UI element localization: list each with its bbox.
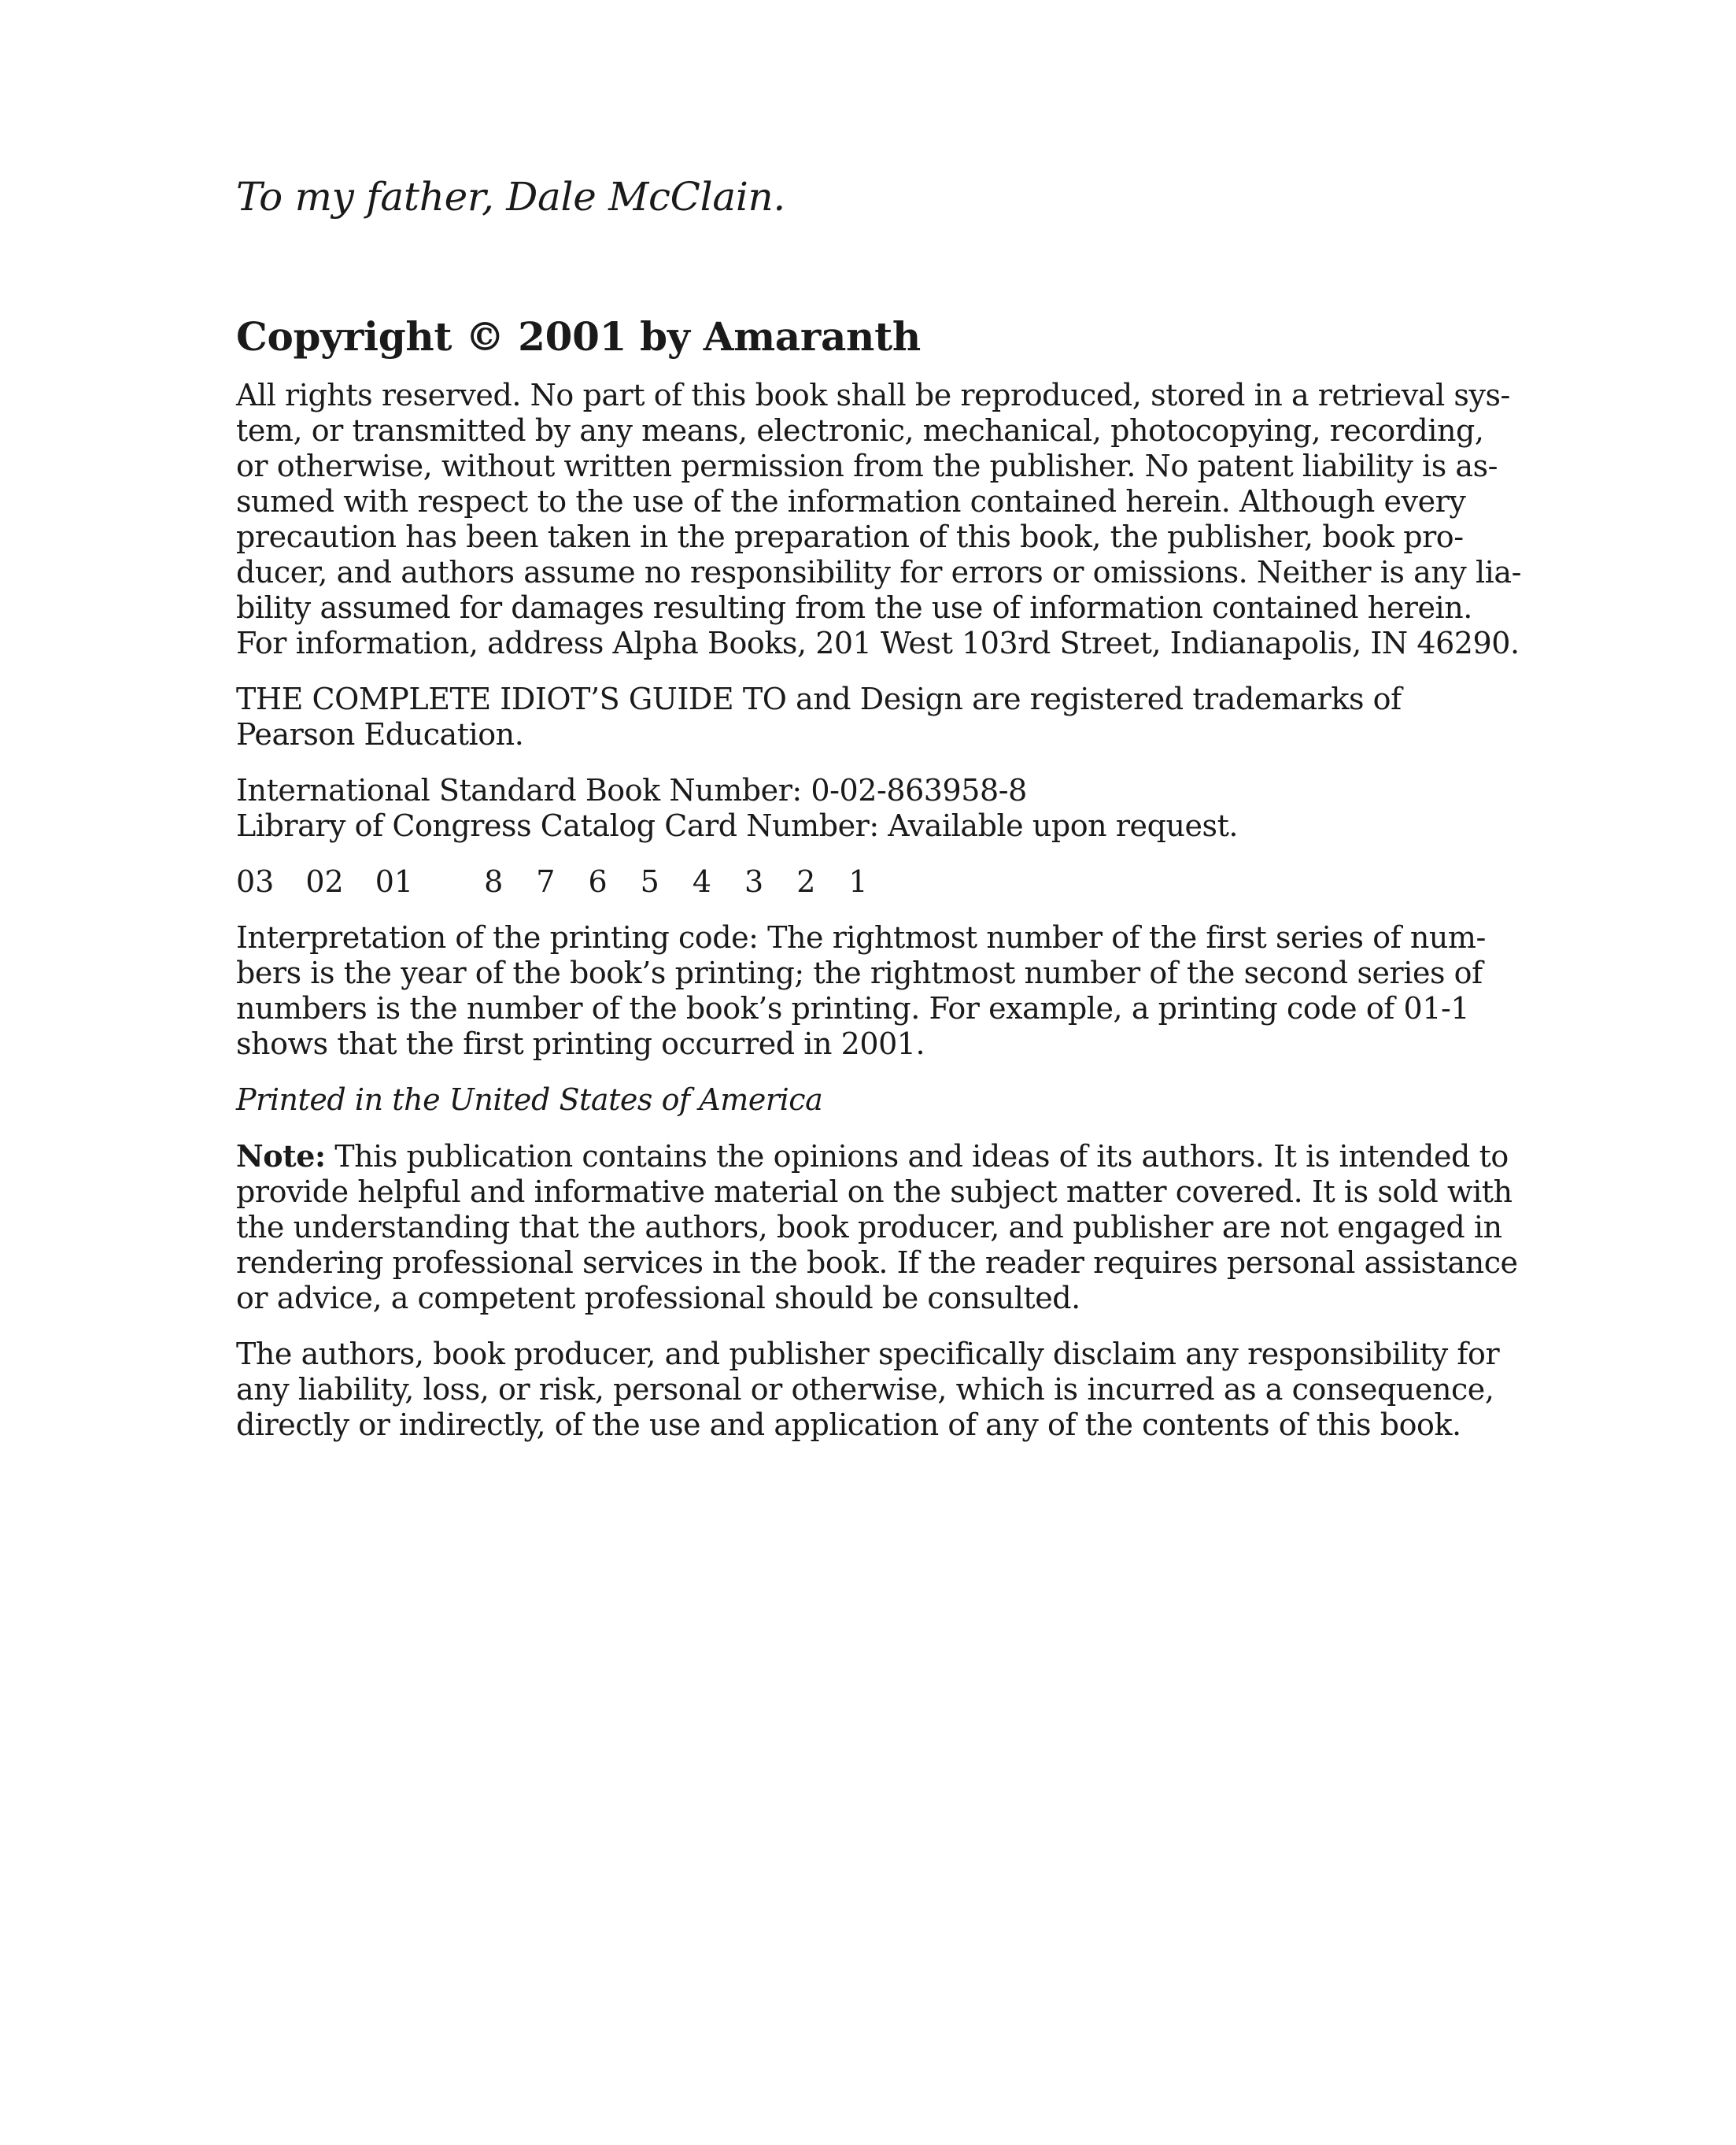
rights-line: tem, or transmitted by any means, electronic, mechanical, photocopying, recording, bbox=[236, 413, 1484, 448]
lccn-line: Library of Congress Catalog Card Number: Available upon request. bbox=[236, 808, 1239, 843]
disclaimer-line: directly or indirectly, of the use and application of any of the contents of this book. bbox=[236, 1407, 1461, 1442]
copyright-page bbox=[236, 173, 1521, 1463]
rights-line: or otherwise, without written permission from the publisher. No patent liability is as- bbox=[236, 449, 1498, 483]
printing-code bbox=[236, 864, 1511, 900]
printed-in: Printed in the United States of America bbox=[236, 1082, 823, 1117]
note-line bbox=[236, 1138, 1511, 1174]
printing-number: 3 bbox=[744, 864, 764, 899]
note-paragraph bbox=[236, 1138, 1518, 1316]
trademark-paragraph bbox=[236, 682, 1511, 753]
dedication: To my father, Dale McClain. bbox=[236, 174, 786, 220]
interpretation-line: bers is the year of the book’s printing; the rightmost number of the second series of bbox=[236, 956, 1483, 990]
interpretation-line: Interpretation of the printing code: The rightmost number of the first series of num- bbox=[236, 920, 1486, 955]
rights-line: precaution has been taken in the preparation of this book, the publisher, book pro- bbox=[236, 520, 1464, 554]
copyright-heading: Copyright © 2001 by Amaranth bbox=[236, 313, 921, 360]
year-code: 02 bbox=[305, 864, 344, 899]
disclaimer-paragraph bbox=[236, 1337, 1511, 1443]
note-line: or advice, a competent professional should be consulted. bbox=[236, 1281, 1080, 1315]
printing-code-years bbox=[236, 864, 413, 900]
interpretation-line: shows that the first printing occurred in 2001. bbox=[236, 1026, 925, 1061]
disclaimer-line: The authors, book producer, and publisher specifically disclaim any responsibility for bbox=[236, 1337, 1500, 1371]
trademark-line: Pearson Education. bbox=[236, 717, 524, 752]
printing-number: 5 bbox=[640, 864, 659, 899]
trademark-line: THE COMPLETE IDIOT’S GUIDE TO and Design are registered trademarks of bbox=[236, 682, 1402, 716]
printing-code-printings bbox=[484, 864, 868, 900]
interpretation-line: numbers is the number of the book’s printing. For example, a printing code of 01-1 bbox=[236, 991, 1470, 1026]
rights-line: For information, address Alpha Books, 201 West 103rd Street, Indianapolis, IN 46290. bbox=[236, 626, 1520, 660]
year-code: 01 bbox=[375, 864, 414, 899]
rights-paragraph bbox=[236, 378, 1521, 661]
rights-line: sumed with respect to the use of the information contained herein. Although every bbox=[236, 484, 1466, 519]
note-label: Note: bbox=[236, 1138, 326, 1174]
note-line: provide helpful and informative material on the subject matter covered. It is sold with bbox=[236, 1174, 1513, 1209]
printing-number: 1 bbox=[848, 864, 868, 899]
year-code: 03 bbox=[236, 864, 275, 899]
rights-line: bility assumed for damages resulting from the use of information contained herein. bbox=[236, 590, 1472, 625]
isbn-paragraph bbox=[236, 773, 1511, 844]
rights-line: All rights reserved. No part of this book shall be reproduced, stored in a retrieval sys- bbox=[236, 378, 1510, 412]
printing-number: 8 bbox=[484, 864, 504, 899]
interpretation-paragraph bbox=[236, 920, 1511, 1062]
printing-number: 7 bbox=[536, 864, 556, 899]
printing-number: 6 bbox=[588, 864, 608, 899]
isbn-line: International Standard Book Number: 0-02-863958-8 bbox=[236, 773, 1027, 808]
printing-number: 2 bbox=[796, 864, 816, 899]
note-text: This publication contains the opinions and ideas of its authors. It is intended to bbox=[325, 1139, 1509, 1174]
note-line: the understanding that the authors, book producer, and publisher are not engaged in bbox=[236, 1210, 1502, 1244]
rights-line: ducer, and authors assume no responsibility for errors or omissions. Neither is any lia- bbox=[236, 555, 1521, 590]
note-line: rendering professional services in the book. If the reader requires personal assistance bbox=[236, 1245, 1518, 1280]
disclaimer-line: any liability, loss, or risk, personal or otherwise, which is incurred as a consequence, bbox=[236, 1372, 1494, 1407]
printing-number: 4 bbox=[692, 864, 712, 899]
